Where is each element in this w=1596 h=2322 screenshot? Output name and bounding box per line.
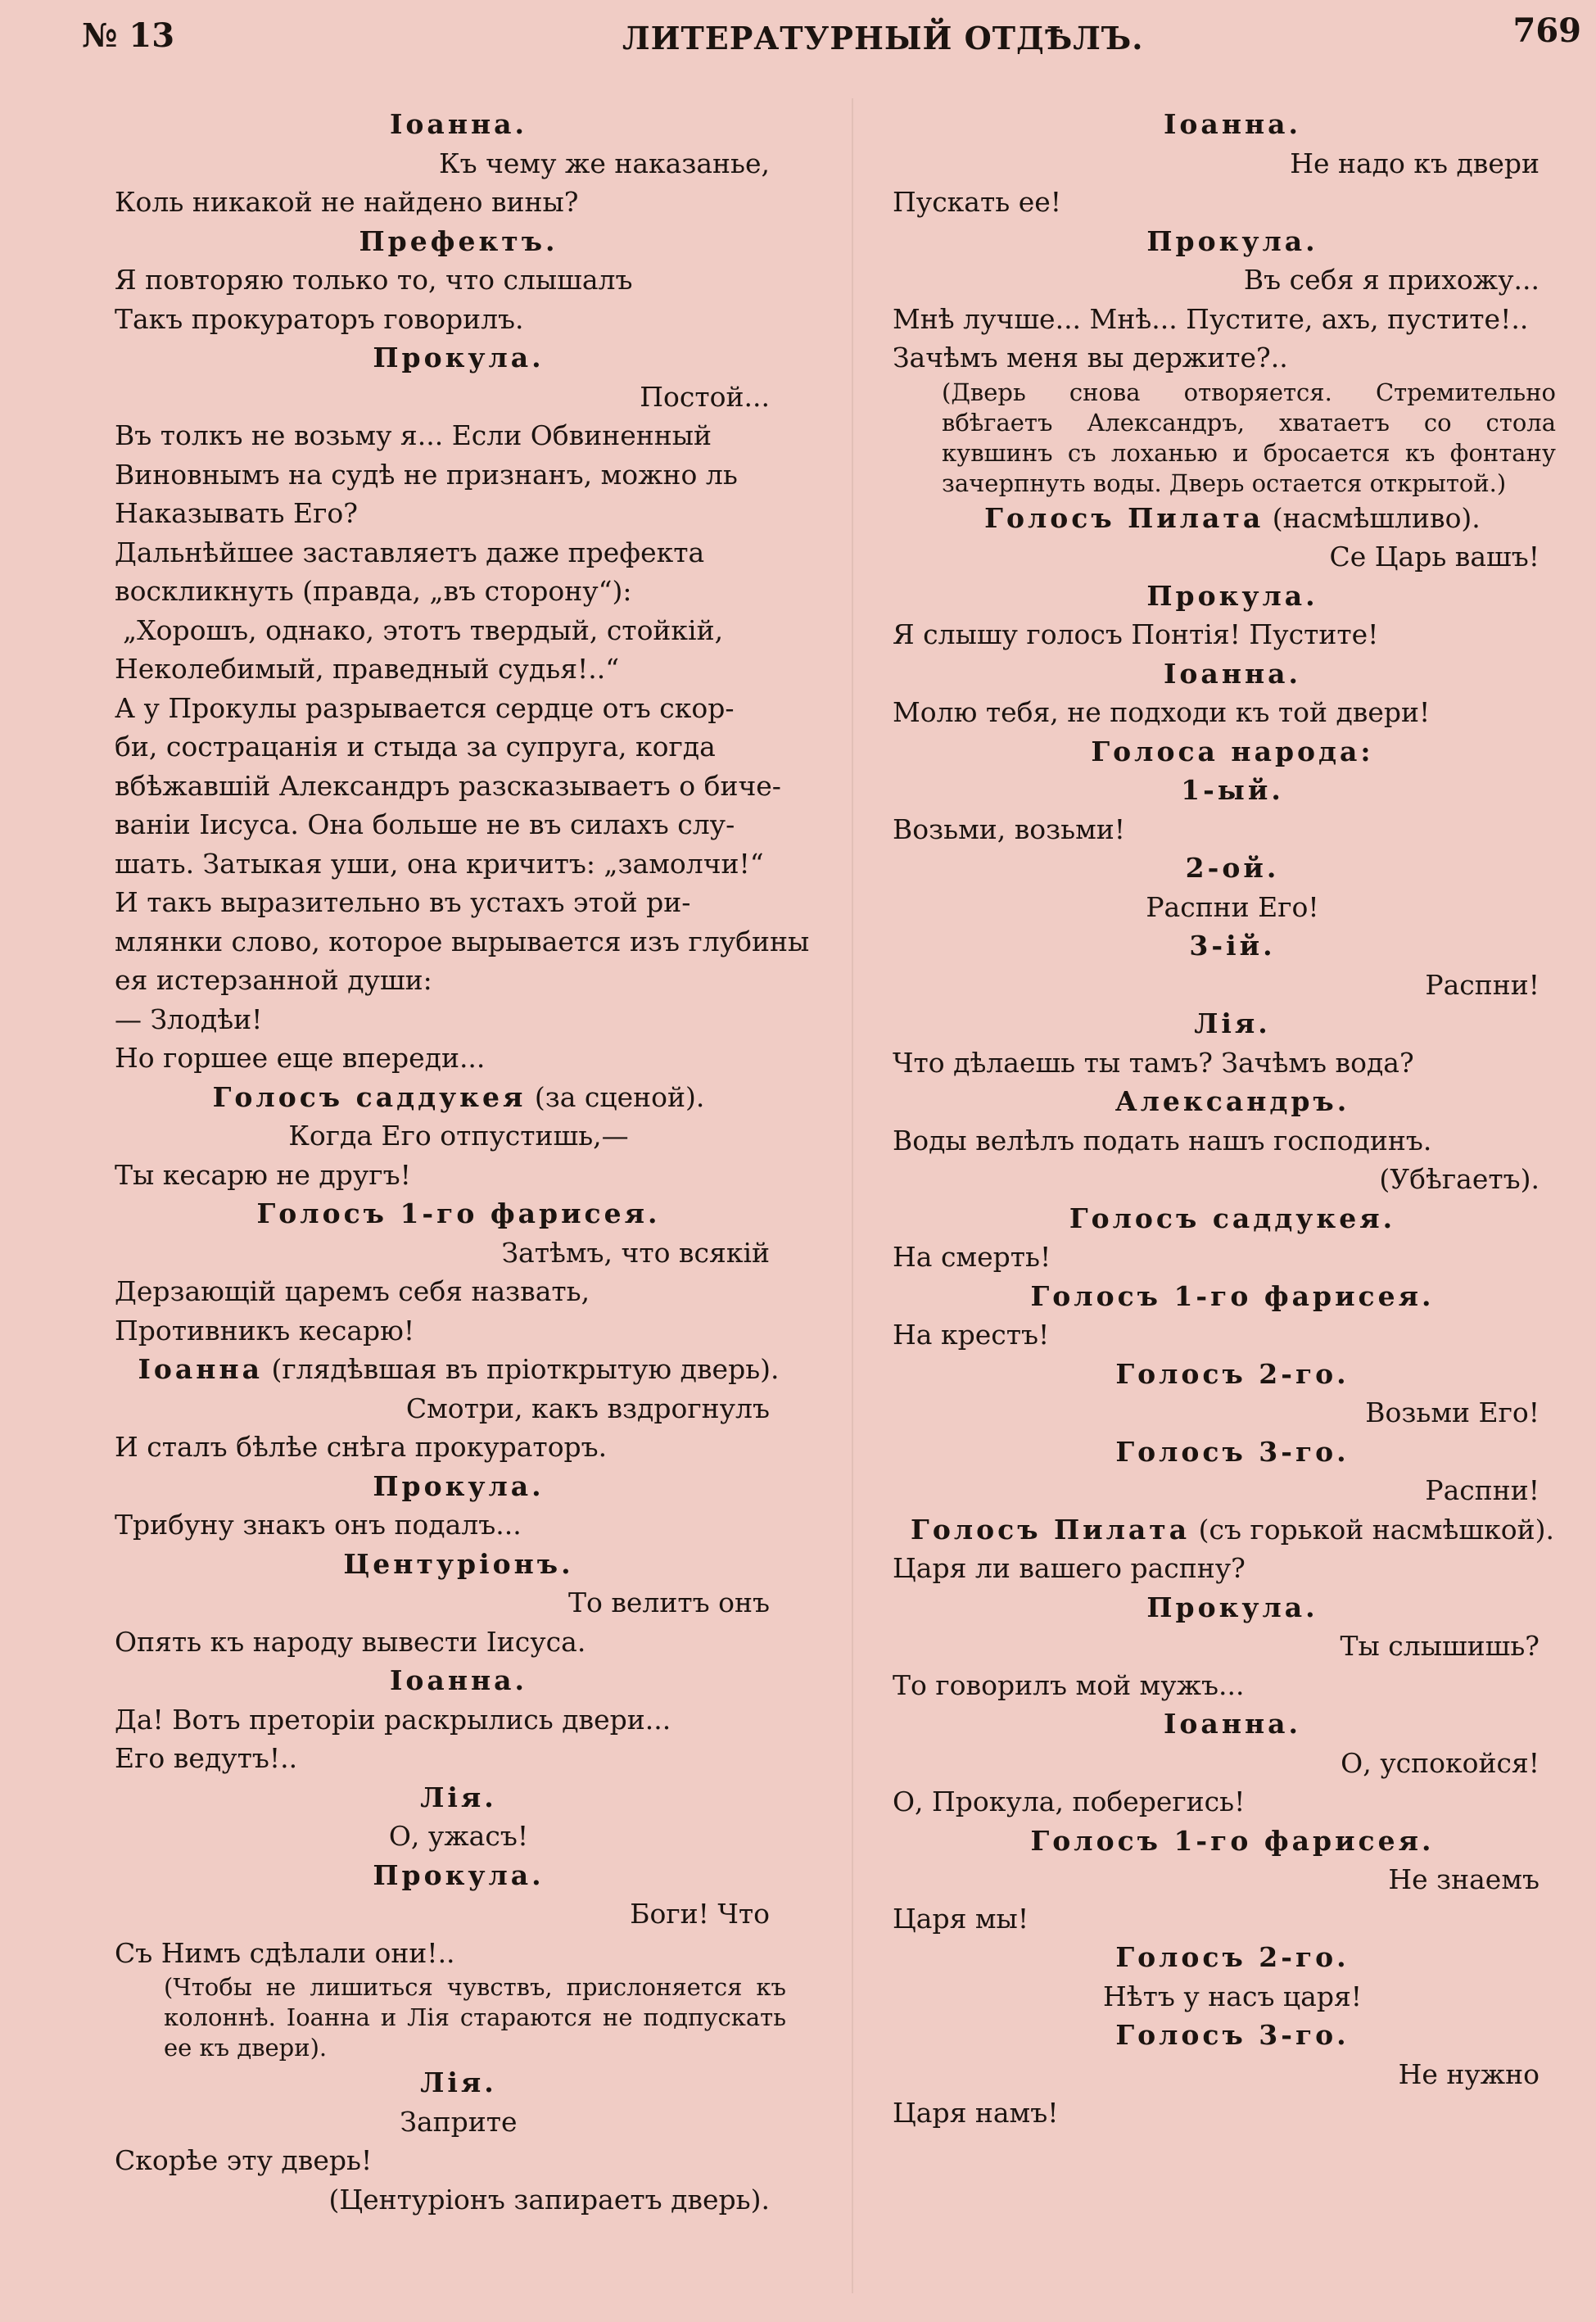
line-text: „Хорошъ, однако, этотъ твердый, стойкій, xyxy=(123,613,724,646)
line-text: Голосъ 2-го. xyxy=(1115,1357,1350,1390)
issue-number: № 13 xyxy=(82,16,175,55)
line-text: Къ чему же наказанье, xyxy=(439,147,770,179)
dialogue-line xyxy=(893,1860,1572,1899)
line-text: Александръ. xyxy=(1114,1085,1350,1117)
line-text: Возьми Его! xyxy=(1365,1396,1539,1428)
dialogue-line xyxy=(893,300,1572,339)
line-text: Что дѣлаешь ты тамъ? Зачѣмъ вода? xyxy=(893,1046,1414,1079)
line-text: Голосъ 1-го фарисея. xyxy=(1030,1279,1435,1312)
line-text: Лія. xyxy=(420,1781,497,1813)
speaker-name xyxy=(893,1433,1572,1472)
dialogue-line xyxy=(115,1233,803,1273)
line-text: Трибуну знакъ онъ подалъ... xyxy=(115,1509,522,1541)
page-header xyxy=(0,11,1596,74)
speaker-name xyxy=(893,1938,1572,1977)
dialogue-line xyxy=(115,494,803,533)
line-text: Въ толкъ не возьму я... Если Обвиненный xyxy=(115,419,712,451)
line-text: Царя ли вашего распну? xyxy=(893,1552,1246,1584)
dialogue-line xyxy=(115,2180,803,2220)
dialogue-line xyxy=(115,1311,803,1351)
line-text: Нѣтъ у насъ царя! xyxy=(1102,1980,1363,2012)
line-text: (Чтобы не лишиться чувствъ, прислоняется къ колоннѣ. Іоанна и Лія стараются не подпускать ее къ двери). xyxy=(164,1973,786,2062)
line-text: ваніи Іисуса. Она больше не въ силахъ слу- xyxy=(115,808,735,840)
dialogue-line xyxy=(115,1000,803,1039)
line-text: Съ Нимъ сдѣлали они!.. xyxy=(115,1936,455,1969)
speaker-name xyxy=(115,1467,803,1506)
speaker-note: (съ горькой насмѣшкой). xyxy=(1190,1513,1554,1546)
line-text: Смотри, какъ вздрогнулъ xyxy=(405,1392,770,1424)
dialogue-line xyxy=(893,537,1572,577)
line-text: Я слышу голосъ Понтія! Пустите! xyxy=(893,618,1379,650)
prose-line xyxy=(115,767,803,806)
dialogue-line xyxy=(893,1043,1572,1083)
dialogue-line xyxy=(115,1623,803,1662)
speaker-note: (глядѣвшая въ пріоткрытую дверь). xyxy=(262,1353,780,1385)
dialogue-line xyxy=(115,183,803,222)
line-text: Такъ прокураторъ говорилъ. xyxy=(115,302,524,335)
line-text: То велитъ онъ xyxy=(567,1586,770,1618)
line-text: воскликнуть (правда, „въ сторону“): xyxy=(115,575,632,607)
line-text: 3-ій. xyxy=(1189,930,1276,962)
stage-direction xyxy=(115,1972,803,2063)
speaker-name xyxy=(115,1350,803,1389)
dialogue-line xyxy=(893,144,1572,183)
line-text: Виновнымъ на судѣ не признанъ, можно ль xyxy=(115,458,738,491)
prose-line xyxy=(115,689,803,728)
line-text: Наказывать Его? xyxy=(115,497,358,529)
speaker-name xyxy=(893,222,1572,261)
dialogue-line xyxy=(893,693,1572,732)
dialogue-line xyxy=(893,1393,1572,1433)
speaker-name xyxy=(893,926,1572,966)
speaker-name xyxy=(115,222,803,261)
dialogue-line xyxy=(893,810,1572,849)
speaker-name xyxy=(893,1588,1572,1627)
line-text: ея истерзанной души: xyxy=(115,964,432,996)
line-text: Воды велѣлъ подать нашъ господинъ. xyxy=(893,1124,1432,1156)
dialogue-line xyxy=(893,1899,1572,1939)
line-text: Іоанна. xyxy=(389,1664,527,1696)
line-text: (Дверь снова отворяется. Стремительно вбѣгаетъ Александръ, хватаетъ со стола кувшинъ съ лоханью и бросается къ фонтану зачерпнуть воды. Дверь остается открытой.) xyxy=(942,378,1556,497)
dialogue-line xyxy=(115,1934,803,1973)
dialogue-line xyxy=(893,2055,1572,2094)
line-text: Опять къ народу вывести Іисуса. xyxy=(115,1625,586,1658)
line-text: Не знаемъ xyxy=(1388,1863,1539,1895)
line-text: Скорѣе эту дверь! xyxy=(115,2144,373,2176)
line-text: Голосъ 3-го. xyxy=(1115,2019,1350,2051)
line-text: шать. Затыкая уши, она кричитъ: „замолчи!“ xyxy=(115,847,764,880)
line-text: Прокула. xyxy=(1146,1591,1318,1623)
speaker-name xyxy=(893,1082,1572,1121)
line-text: Голосъ 3-го. xyxy=(1115,1435,1350,1468)
line-text: — Злодѣи! xyxy=(115,1003,263,1035)
speaker-name xyxy=(893,1704,1572,1744)
dialogue-line xyxy=(115,260,803,300)
line-text: Голоса народа: xyxy=(1091,735,1374,767)
dialogue-line xyxy=(893,1627,1572,1666)
dialogue-line xyxy=(893,1782,1572,1822)
line-text: На крестъ! xyxy=(893,1319,1050,1351)
line-text: Голосъ саддукея xyxy=(212,1080,527,1113)
dialogue-line xyxy=(893,615,1572,654)
line-text: млянки слово, которое вырывается изъ глубины xyxy=(115,925,810,957)
line-text: Голосъ саддукея. xyxy=(1069,1202,1396,1234)
line-text: Коль никакой не найдено вины? xyxy=(115,186,579,218)
speaker-name xyxy=(893,2016,1572,2055)
line-text: Заприте xyxy=(400,2105,518,2138)
line-text: Голосъ 1-го фарисея. xyxy=(256,1197,661,1229)
line-text: вбѣжавшій Александръ разсказываетъ о бичe- xyxy=(115,769,781,802)
line-text: Царя намъ! xyxy=(893,2097,1059,2129)
dialogue-line xyxy=(115,1817,803,1856)
dialogue-line xyxy=(893,2093,1572,2133)
dialogue-line xyxy=(115,1156,803,1195)
line-text: Постой... xyxy=(640,380,770,413)
line-text: Не нужно xyxy=(1398,2057,1539,2090)
line-text: 1-ый. xyxy=(1181,774,1284,806)
dialogue-line xyxy=(115,416,803,455)
line-text: Дерзающій царемъ себя назвать, xyxy=(115,1275,590,1307)
line-text: Голосъ Пилата xyxy=(911,1513,1191,1546)
line-text: А у Прокулы разрывается сердце отъ скор- xyxy=(115,691,735,724)
speaker-name xyxy=(115,1856,803,1895)
line-text: На смерть! xyxy=(893,1241,1051,1273)
right-column xyxy=(893,105,1572,2133)
dialogue-line xyxy=(893,1744,1572,1783)
speaker-name xyxy=(115,1194,803,1233)
line-text: Распни Его! xyxy=(1146,890,1319,923)
dialogue-line xyxy=(893,888,1572,927)
prose-line xyxy=(115,727,803,767)
speaker-note: (за сценой). xyxy=(526,1080,705,1113)
speaker-name xyxy=(115,1078,803,1117)
prose-line xyxy=(115,533,803,573)
speaker-name xyxy=(893,1199,1572,1238)
line-text: Но горшее еще впереди... xyxy=(115,1042,486,1074)
line-text: Пускать ее! xyxy=(893,186,1062,218)
dialogue-line xyxy=(893,1666,1572,1705)
dialogue-line xyxy=(115,1116,803,1156)
line-text: (Убѣгаетъ). xyxy=(1379,1163,1539,1195)
dialogue-line xyxy=(115,1700,803,1740)
dialogue-line xyxy=(893,1977,1572,2016)
line-text: Лія. xyxy=(1194,1007,1271,1039)
line-text: Прокула. xyxy=(373,1858,545,1891)
line-text: 2-ой. xyxy=(1185,852,1280,884)
speaker-name xyxy=(893,1277,1572,1316)
speaker-name xyxy=(893,654,1572,694)
line-text: Голосъ 1-го фарисея. xyxy=(1030,1824,1435,1857)
line-text: То говорилъ мой мужъ... xyxy=(893,1668,1245,1701)
line-text: (Центуріонъ запираетъ дверь). xyxy=(328,2183,770,2216)
line-text: Прокула. xyxy=(373,342,545,373)
dialogue-line xyxy=(115,650,803,689)
line-text: Іоанна. xyxy=(1163,1708,1301,1740)
speaker-name xyxy=(893,1822,1572,1861)
line-text: Неколебимый, праведный судья!..“ xyxy=(115,653,620,685)
column-divider xyxy=(852,98,853,2293)
line-text: Мнѣ лучше... Мнѣ... Пустите, ахъ, пустите!.. xyxy=(893,302,1529,335)
prose-line xyxy=(115,844,803,884)
dialogue-line xyxy=(115,300,803,339)
prose-line xyxy=(115,805,803,844)
dialogue-line xyxy=(893,1121,1572,1161)
left-column xyxy=(115,105,810,2219)
line-text: Голосъ 2-го. xyxy=(1115,1941,1350,1973)
speaker-name xyxy=(115,338,803,378)
line-text: Распни! xyxy=(1425,968,1539,1001)
line-text: Въ себя я прихожу... xyxy=(1243,264,1539,296)
dialogue-line xyxy=(115,2102,803,2142)
dialogue-line xyxy=(115,2141,803,2180)
line-text: Ты слышишь? xyxy=(1340,1630,1539,1662)
speaker-name xyxy=(893,1355,1572,1394)
speaker-name xyxy=(893,1510,1572,1550)
dialogue-line xyxy=(115,1894,803,1934)
dialogue-line xyxy=(893,966,1572,1005)
line-text: Я повторяю только то, что слышалъ xyxy=(115,264,633,296)
dialogue-line xyxy=(893,1238,1572,1277)
line-text: Прокула. xyxy=(1146,579,1318,612)
speaker-name xyxy=(115,1778,803,1817)
line-text: би, сострацанія и стыда за супруга, когда xyxy=(115,731,716,763)
quote-line xyxy=(115,611,803,650)
dialogue-line xyxy=(115,455,803,495)
prose-line xyxy=(115,922,810,962)
line-text: Іоанна. xyxy=(1163,108,1301,140)
dialogue-line xyxy=(115,1505,803,1545)
line-text: Іоанна xyxy=(138,1353,263,1385)
line-text: Префектъ. xyxy=(359,224,558,257)
line-text: Когда Его отпустишь,— xyxy=(288,1120,629,1152)
line-text: Се Царь вашъ! xyxy=(1329,541,1539,573)
dialogue-line xyxy=(893,338,1572,378)
dialogue-line xyxy=(115,961,803,1000)
line-text: Его ведутъ!.. xyxy=(115,1742,298,1774)
section-title: ЛИТЕРАТУРНЫЙ ОТДѢЛЪ. xyxy=(622,20,1144,57)
line-text: Противникъ кесарю! xyxy=(115,1314,415,1347)
line-text: Прокула. xyxy=(1146,224,1318,257)
speaker-name xyxy=(893,105,1572,144)
speaker-name xyxy=(115,2063,803,2102)
line-text: Іоанна. xyxy=(1163,657,1301,690)
line-text: О, успокойся! xyxy=(1341,1746,1539,1779)
line-text: Возьми, возьми! xyxy=(893,812,1126,845)
dialogue-line xyxy=(115,1583,803,1623)
speaker-note: (насмѣшливо). xyxy=(1264,501,1481,534)
line-text: Центуріонъ. xyxy=(343,1547,574,1580)
dialogue-line xyxy=(115,1389,803,1428)
line-text: Не надо къ двери xyxy=(1290,147,1539,179)
dialogue-line xyxy=(893,1471,1572,1510)
speaker-name xyxy=(115,105,803,144)
line-text: И сталъ бѣлѣе снѣга прокураторъ. xyxy=(115,1431,608,1463)
line-text: Молю тебя, не подходи къ той двери! xyxy=(893,696,1431,728)
line-text: Прокула. xyxy=(373,1469,545,1502)
dialogue-line xyxy=(893,1160,1572,1199)
dialogue-line xyxy=(115,1739,803,1778)
dialogue-line xyxy=(893,260,1572,300)
speaker-name xyxy=(115,1661,803,1700)
line-text: Голосъ Пилата xyxy=(984,501,1264,534)
line-text: Іоанна. xyxy=(389,108,527,140)
line-text: Да! Вотъ преторіи раскрылись двери... xyxy=(115,1703,671,1736)
line-text: Затѣмъ, что всякій xyxy=(501,1236,770,1269)
dialogue-line xyxy=(893,1315,1572,1355)
line-text: Зачѣмъ меня вы держите?.. xyxy=(893,342,1288,373)
line-text: Царя мы! xyxy=(893,1902,1029,1935)
dialogue-line xyxy=(893,1549,1572,1588)
speaker-name xyxy=(893,849,1572,888)
prose-line xyxy=(115,883,803,922)
line-text: О, Прокула, поберегись! xyxy=(893,1786,1246,1817)
speaker-name xyxy=(893,771,1572,810)
stage-direction xyxy=(893,378,1572,499)
dialogue-line xyxy=(893,183,1572,222)
dialogue-line xyxy=(115,1039,803,1078)
dialogue-line xyxy=(115,378,803,417)
line-text: Лія. xyxy=(420,2066,497,2098)
line-text: Боги! Что xyxy=(630,1898,770,1930)
line-text: Распни! xyxy=(1425,1474,1539,1506)
page-number: 769 xyxy=(1512,11,1581,50)
speaker-name xyxy=(893,732,1572,772)
dialogue-line xyxy=(115,1272,803,1311)
line-text: Ты кесарю не другъ! xyxy=(115,1158,411,1191)
line-text: И такъ выразительно въ устахъ этой ри- xyxy=(115,886,691,918)
speaker-name xyxy=(115,1545,803,1584)
dialogue-line xyxy=(115,1428,803,1467)
dialogue-line xyxy=(115,572,803,611)
speaker-name xyxy=(893,499,1572,538)
speaker-name xyxy=(893,1004,1572,1043)
dialogue-line xyxy=(115,144,803,183)
line-text: О, ужасъ! xyxy=(388,1820,529,1852)
line-text: Дальнѣйшее заставляетъ даже префекта xyxy=(115,536,705,568)
speaker-name xyxy=(893,577,1572,616)
